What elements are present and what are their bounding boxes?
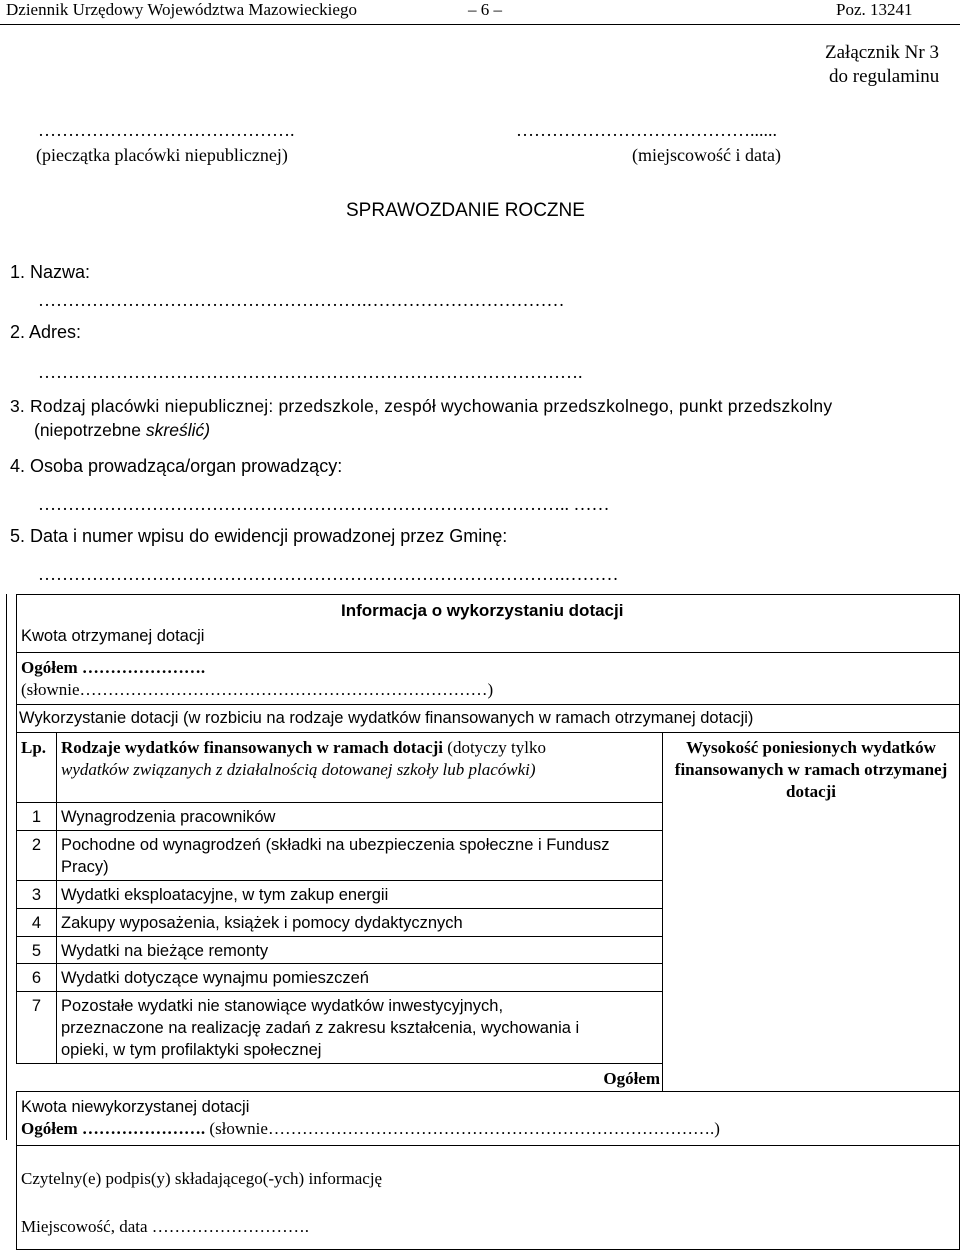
received-total-cell bbox=[17, 653, 960, 705]
col-type-line2: wydatków związanych z działalnością dotowanej szkoły lub placówki) bbox=[61, 760, 536, 779]
table-row-lp: 7 bbox=[17, 992, 57, 1064]
annex-line2: do regulaminu bbox=[829, 66, 940, 87]
page-number: – 6 – bbox=[468, 0, 502, 19]
field-address-label: 2. Adres: bbox=[10, 322, 82, 342]
field-address-dots: ………………………………………………………………………………. bbox=[38, 362, 583, 382]
unused-total-line bbox=[17, 1118, 959, 1140]
col-amount-header bbox=[663, 733, 960, 1092]
place-date-cell bbox=[17, 1204, 960, 1250]
facility-type-note: (niepotrzebne bbox=[34, 420, 146, 440]
field-operator-label: 4. Osoba prowadząca/organ prowadzący: bbox=[10, 456, 343, 476]
journal-title: Dziennik Urzędowy Województwa Mazowieckiego bbox=[6, 0, 357, 19]
field-name-label: 1. Nazwa: bbox=[10, 262, 91, 282]
table-row: Pozostałe wydatki nie stanowiące wydatków inwestycyjnych, przeznaczone na realizację zadań z zakresu kształcenia, wychowania i opieki, w tym profilaktyki społecznej bbox=[57, 992, 663, 1064]
position-number: Poz. 13241 bbox=[836, 0, 913, 19]
table-row: Zakupy wyposażenia, książek i pomocy dydaktycznych bbox=[57, 909, 663, 937]
header-rule bbox=[0, 24, 960, 25]
table-row-lp: 5 bbox=[17, 937, 57, 964]
col-type-header bbox=[57, 733, 663, 803]
place-date-dots: …………………………………...... bbox=[516, 120, 777, 140]
sum-label: Ogółem bbox=[603, 1069, 660, 1088]
received-words: (słownie………………………………………………………………) bbox=[21, 680, 494, 699]
report-title: SPRAWOZDANIE ROCZNE bbox=[346, 200, 585, 221]
received-total: Ogółem …………………. bbox=[21, 658, 206, 677]
usage-cell bbox=[17, 705, 960, 733]
table-row: Wydatki dotyczące wynajmu pomieszczeń bbox=[57, 964, 663, 992]
signature-label: Czytelny(e) podpis(y) składającego(-ych) informację bbox=[21, 1169, 383, 1188]
facility-type-line1: 3. Rodzaj placówki niepublicznej: przedszkole, zespół wychowania przedszkolnego, punkt przedszkolny bbox=[10, 396, 833, 416]
field-operator-dots: …………………………………………………………………………….. …… bbox=[38, 494, 610, 514]
table-row-lp: 6 bbox=[17, 964, 57, 992]
facility-type-strike: skreślić) bbox=[145, 420, 211, 440]
col-type-line1 bbox=[57, 733, 662, 759]
left-margin-line bbox=[6, 594, 7, 1140]
col-type-rest: (dotyczy tylko bbox=[443, 738, 546, 757]
usage-label: Wykorzystanie dotacji (w rozbiciu na rodzaje wydatków finansowanych w ramach otrzymanej dotacji) bbox=[19, 709, 754, 727]
facility-type-line2 bbox=[34, 420, 210, 441]
unused-label: Kwota niewykorzystanej dotacji bbox=[21, 1098, 250, 1116]
table-row: Wydatki na bieżące remonty bbox=[57, 937, 663, 964]
table-row: Pochodne od wynagrodzeń (składki na ubezpieczenia społeczne i Fundusz Pracy) bbox=[57, 831, 663, 881]
col-lp: Lp. bbox=[21, 738, 47, 757]
unused-words: (słownie…………………………………………………………………….) bbox=[205, 1119, 720, 1138]
stamp-dots: ……………………………………. bbox=[38, 120, 295, 140]
field-name-dots: ……………………………………………….…………………………… bbox=[38, 290, 565, 310]
col-amount: Wysokość poniesionych wydatków finansowanych w ramach otrzymanej dotacji bbox=[674, 738, 948, 801]
place-date-label: (miejscowość i data) bbox=[632, 145, 781, 165]
signature-cell bbox=[17, 1146, 960, 1204]
field-registry-dots: …………………………………………………………………………….……… bbox=[38, 564, 619, 584]
subsidy-table bbox=[16, 594, 960, 1250]
table-row-lp: 4 bbox=[17, 909, 57, 937]
final-place-date: Miejscowość, data ………………………. bbox=[21, 1216, 310, 1236]
unused-total: Ogółem …………………. bbox=[21, 1119, 206, 1138]
table-row-lp: 3 bbox=[17, 881, 57, 909]
received-label: Kwota otrzymanej dotacji bbox=[21, 627, 205, 645]
col-lp-header bbox=[17, 733, 57, 803]
table-title: Informacja o wykorzystaniu dotacji bbox=[341, 601, 624, 620]
table-header-cell bbox=[17, 595, 960, 653]
table-row: Wydatki eksploatacyjne, w tym zakup energii bbox=[57, 881, 663, 909]
annex-line1: Załącznik Nr 3 bbox=[825, 42, 939, 63]
table-row-lp: 2 bbox=[17, 831, 57, 881]
field-registry-label: 5. Data i numer wpisu do ewidencji prowadzonej przez Gminę: bbox=[10, 526, 508, 546]
col-type-bold: Rodzaje wydatków finansowanych w ramach dotacji bbox=[61, 738, 444, 757]
unused-cell bbox=[17, 1092, 960, 1146]
sum-cell bbox=[17, 1064, 663, 1092]
table-row: Wynagrodzenia pracowników bbox=[57, 803, 663, 831]
stamp-label: (pieczątka placówki niepublicznej) bbox=[36, 145, 288, 165]
table-row-lp: 1 bbox=[17, 803, 57, 831]
